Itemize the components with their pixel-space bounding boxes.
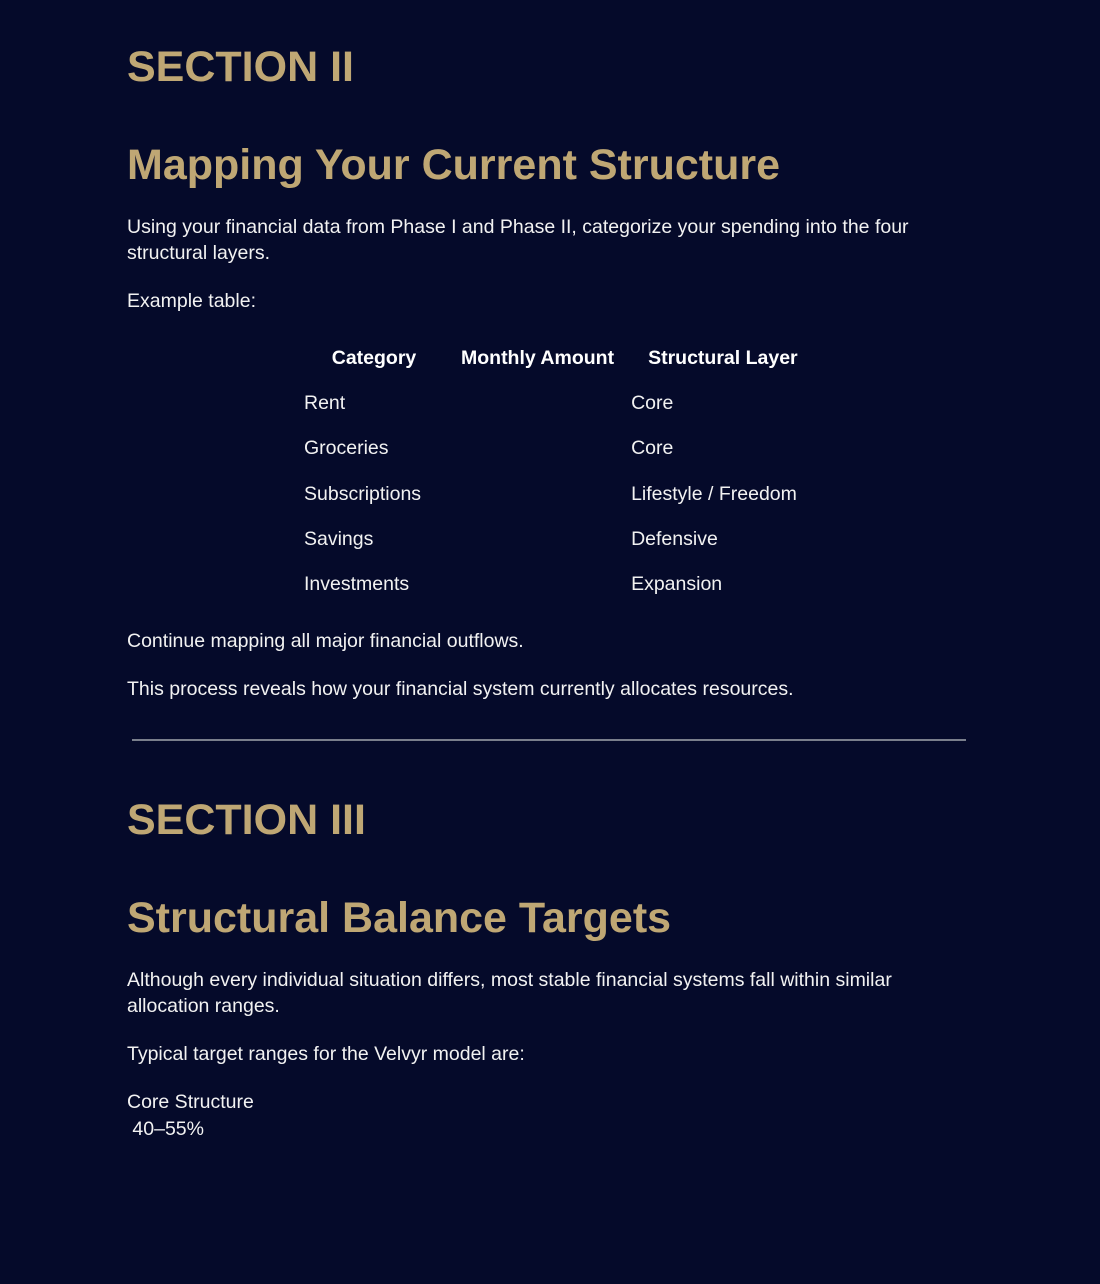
column-header-structural-layer: Structural Layer <box>648 347 798 369</box>
section-iii-intro: Although every individual situation differs, most stable financial systems fall within similar allocation ranges. <box>127 969 892 1017</box>
example-table-label: Example table: <box>127 290 256 312</box>
cell-layer: Expansion <box>631 573 723 596</box>
cell-category: Groceries <box>304 437 389 460</box>
cell-amount <box>444 472 631 517</box>
mapping-table <box>304 336 815 607</box>
cell-layer: Defensive <box>631 528 718 551</box>
section-ii-title: Mapping Your Current Structure <box>127 141 780 189</box>
section-divider <box>132 739 966 741</box>
cell-category: Investments <box>304 573 410 596</box>
cell-layer: Lifestyle / Freedom <box>631 482 797 505</box>
table-row <box>304 472 815 517</box>
core-structure-range: 40–55% <box>127 1118 204 1140</box>
cell-category: Subscriptions <box>304 482 422 505</box>
cell-amount <box>444 517 631 562</box>
cell-category: Rent <box>304 392 346 415</box>
core-structure-label: Core Structure <box>127 1091 254 1113</box>
table-header-row <box>304 336 815 381</box>
cell-amount <box>444 381 631 426</box>
table-row <box>304 562 815 607</box>
continue-mapping-text: Continue mapping all major financial outflows. <box>127 630 524 652</box>
column-header-monthly-amount: Monthly Amount <box>461 347 615 369</box>
table-row <box>304 381 815 426</box>
table-row <box>304 426 815 471</box>
cell-amount <box>444 562 631 607</box>
allocation-reveal-text: This process reveals how your financial system currently allocates resources. <box>127 678 794 700</box>
cell-layer: Core <box>631 437 674 460</box>
table-row <box>304 517 815 562</box>
target-ranges-intro: Typical target ranges for the Velvyr model are: <box>127 1043 525 1065</box>
section-ii-intro: Using your financial data from Phase I and Phase II, categorize your spending into the four structural layers. <box>127 216 909 264</box>
section-iii-title: Structural Balance Targets <box>127 894 672 942</box>
cell-category: Savings <box>304 528 374 551</box>
cell-amount <box>444 426 631 471</box>
cell-layer: Core <box>631 392 674 415</box>
column-header-category: Category <box>331 347 417 369</box>
section-ii-label: SECTION II <box>127 43 354 91</box>
section-iii-label: SECTION III <box>127 796 366 844</box>
